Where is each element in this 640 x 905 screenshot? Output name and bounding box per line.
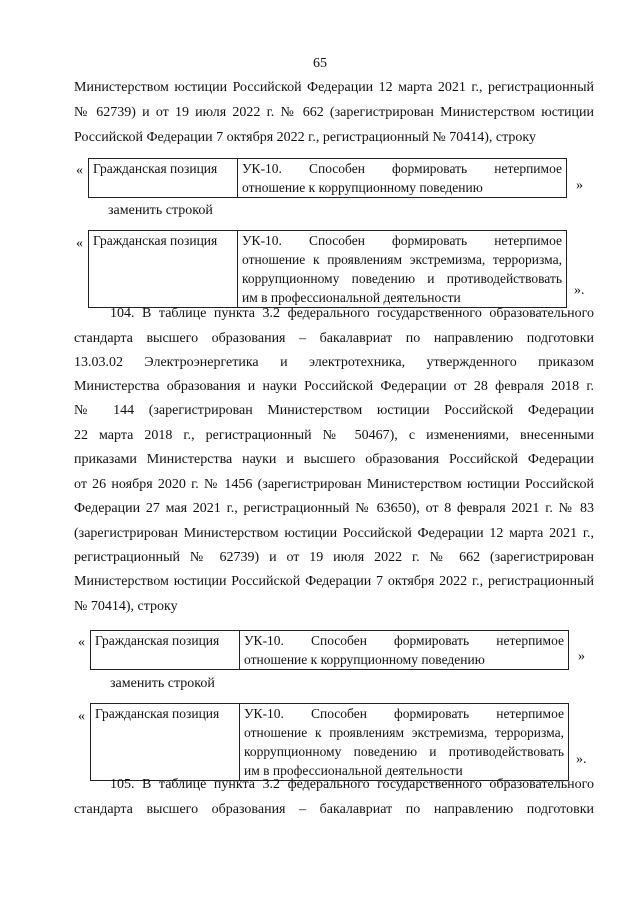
competence-category: Гражданская позиция [91,704,240,781]
text-line: 105. В таблице пункта 3.2 федерального государственного образовательного [110,777,594,792]
competence-category: Гражданская позиция [91,631,240,670]
competence-text: УК-10. Способен формировать нетерпимое отношение к проявлениям экстремизма, терроризма, коррупционному поведению и противодействовать им в профессиональной деятельности [238,231,567,308]
close-quote: » [576,178,583,193]
text-line: Министерством юстиции Российской Федерации 7 октября 2022 г., регистрационный [74,574,594,589]
text-line: 13.03.02 Электроэнергетика и электротехника, утвержденного приказом [74,355,594,370]
text-line: приказами Министерства науки и высшего образования Российской Федерации [74,452,594,467]
replace-label: заменить строкой [110,676,215,691]
text-line: Министерством юстиции Российской Федерации 12 марта 2021 г., регистрационный [74,80,594,95]
text-line: Российской Федерации 7 октября 2022 г., регистрационный № 70414), строку [74,130,536,145]
close-quote: ». [576,752,587,767]
old-row-table [88,158,567,198]
text-line: регистрационный № 62739) и от 19 июля 2022 г. № 662 (зарегистрирован [74,550,594,565]
open-quote: « [76,163,83,178]
open-quote: « [78,709,85,724]
competence-category: Гражданская позиция [89,159,238,198]
competence-text: УК-10. Способен формировать нетерпимое отношение к коррупционному поведению [238,159,567,198]
text-line: Министерства образования и науки Российской Федерации от 28 февраля 2018 г. [74,379,594,394]
page-number: 65 [313,56,327,71]
close-quote: » [578,649,585,664]
text-line: (зарегистрирован Министерством юстиции Российской Федерации 12 марта 2021 г., [74,526,594,541]
competence-text: УК-10. Способен формировать нетерпимое отношение к коррупционному поведению [240,631,569,670]
text-line: 104. В таблице пункта 3.2 федерального государственного образовательного [110,306,594,321]
text-line: № 62739) и от 19 июля 2022 г. № 662 (зарегистрирован Министерством юстиции [74,105,594,120]
replace-label: заменить строкой [108,203,213,218]
text-line: 22 марта 2018 г., регистрационный № 50467), с изменениями, внесенными [74,428,594,443]
text-line: Федерации 27 мая 2021 г., регистрационный № 63650), от 8 февраля 2021 г. № 83 [74,501,594,516]
text-line: стандарта высшего образования – бакалавриат по направлению подготовки [74,802,594,817]
competence-category: Гражданская позиция [89,231,238,308]
text-line: № 144 (зарегистрирован Министерством юстиции Российской Федерации [74,403,594,418]
open-quote: « [78,635,85,650]
new-row-table [90,703,569,781]
old-row-table [90,630,569,670]
text-line: № 70414), строку [74,599,178,614]
text-line: стандарта высшего образования – бакалавриат по направлению подготовки [74,331,594,346]
text-line: от 26 ноября 2020 г. № 1456 (зарегистрирован Министерством юстиции Российской [74,477,594,492]
new-row-table [88,230,567,308]
open-quote: « [76,236,83,251]
close-quote: ». [574,283,585,298]
competence-text: УК-10. Способен формировать нетерпимое отношение к проявлениям экстремизма, терроризма, коррупционному поведению и противодействовать им в профессиональной деятельности [240,704,569,781]
